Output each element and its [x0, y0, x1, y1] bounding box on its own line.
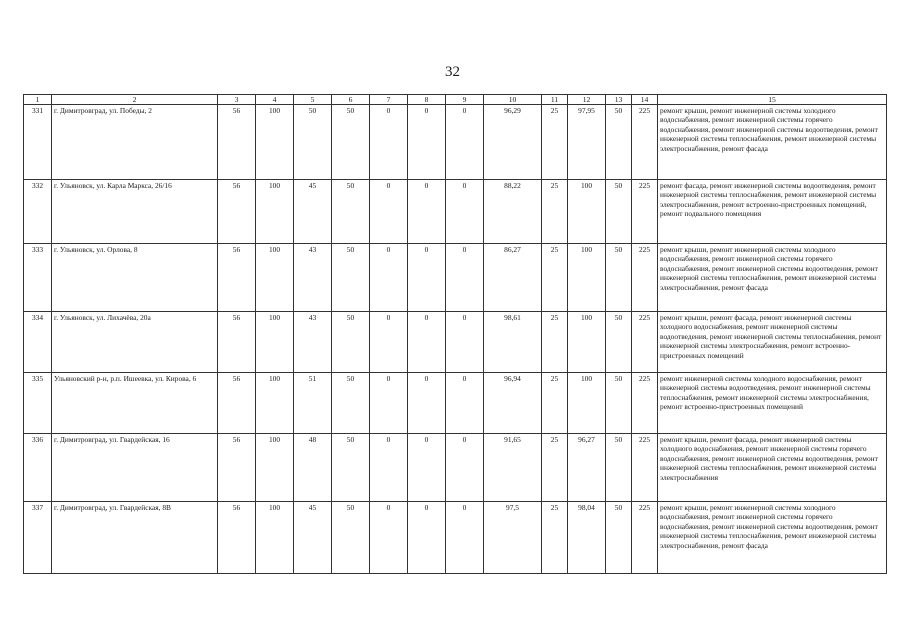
value-cell: 0 [370, 105, 408, 180]
value-cell: 50 [294, 105, 332, 180]
column-header: 5 [294, 95, 332, 105]
column-header: 2 [52, 95, 218, 105]
table-row [24, 105, 887, 180]
value-cell: 0 [370, 244, 408, 312]
column-header: 3 [218, 95, 256, 105]
address-cell: г. Ульяновск, ул. Карла Маркса, 26/16 [52, 180, 218, 244]
value-cell: 56 [218, 502, 256, 574]
column-header: 9 [446, 95, 484, 105]
value-cell: 100 [256, 502, 294, 574]
value-cell: 50 [606, 434, 632, 502]
table-row [24, 434, 887, 502]
value-cell: 50 [606, 180, 632, 244]
registry-table [23, 94, 887, 574]
value-cell: 51 [294, 373, 332, 434]
value-cell: 50 [332, 502, 370, 574]
value-cell: 100 [256, 312, 294, 373]
column-header: 8 [408, 95, 446, 105]
value-cell: 56 [218, 373, 256, 434]
works-cell: ремонт крыши, ремонт инженерной системы холодного водоснабжения, ремонт инженерной системы горячего водоснабжения, ремонт инженерной системы водоотведения, ремонт инженерной системы теплоснабжения, ремонт инженерной системы электроснабжения, ремонт фасада [658, 502, 887, 574]
table-row [24, 502, 887, 574]
address-cell: Ульяновский р-н, р.п. Ишеевка, ул. Кирова, 6 [52, 373, 218, 434]
value-cell: 0 [408, 244, 446, 312]
value-cell: 100 [256, 180, 294, 244]
column-header: 12 [568, 95, 606, 105]
column-header: 13 [606, 95, 632, 105]
column-header: 15 [658, 95, 887, 105]
row-number: 336 [24, 434, 52, 502]
value-cell: 0 [408, 105, 446, 180]
value-cell: 100 [568, 373, 606, 434]
value-cell: 225 [632, 312, 658, 373]
value-cell: 50 [606, 373, 632, 434]
value-cell: 97,5 [484, 502, 542, 574]
value-cell: 25 [542, 105, 568, 180]
value-cell: 50 [606, 105, 632, 180]
value-cell: 50 [606, 244, 632, 312]
value-cell: 100 [568, 180, 606, 244]
value-cell: 0 [408, 434, 446, 502]
value-cell: 25 [542, 373, 568, 434]
table-row [24, 312, 887, 373]
value-cell: 43 [294, 244, 332, 312]
value-cell: 25 [542, 502, 568, 574]
value-cell: 225 [632, 244, 658, 312]
value-cell: 56 [218, 105, 256, 180]
address-cell: г. Димитровград, ул. Гвардейская, 8В [52, 502, 218, 574]
value-cell: 100 [568, 312, 606, 373]
value-cell: 96,94 [484, 373, 542, 434]
row-number: 337 [24, 502, 52, 574]
value-cell: 0 [446, 244, 484, 312]
value-cell: 50 [606, 312, 632, 373]
value-cell: 0 [446, 312, 484, 373]
works-cell: ремонт фасада, ремонт инженерной системы водоотведения, ремонт инженерной системы теплоснабжения, ремонт инженерной системы электроснабжения, ремонт встроенно-пристроенных помещений, ремонт подвального помещения [658, 180, 887, 244]
value-cell: 25 [542, 244, 568, 312]
table-row [24, 244, 887, 312]
value-cell: 45 [294, 180, 332, 244]
value-cell: 86,27 [484, 244, 542, 312]
value-cell: 50 [332, 434, 370, 502]
value-cell: 100 [568, 244, 606, 312]
value-cell: 50 [332, 373, 370, 434]
address-cell: г. Ульяновск, ул. Лихачёва, 20а [52, 312, 218, 373]
value-cell: 0 [370, 434, 408, 502]
table-row [24, 180, 887, 244]
value-cell: 50 [332, 312, 370, 373]
column-header: 11 [542, 95, 568, 105]
value-cell: 225 [632, 180, 658, 244]
value-cell: 100 [256, 434, 294, 502]
value-cell: 50 [332, 105, 370, 180]
value-cell: 225 [632, 373, 658, 434]
value-cell: 50 [606, 502, 632, 574]
value-cell: 0 [446, 434, 484, 502]
value-cell: 48 [294, 434, 332, 502]
value-cell: 100 [256, 244, 294, 312]
value-cell: 56 [218, 244, 256, 312]
value-cell: 88,22 [484, 180, 542, 244]
value-cell: 0 [370, 502, 408, 574]
value-cell: 97,95 [568, 105, 606, 180]
value-cell: 0 [408, 502, 446, 574]
column-header: 1 [24, 95, 52, 105]
value-cell: 225 [632, 434, 658, 502]
column-header: 7 [370, 95, 408, 105]
works-cell: ремонт инженерной системы холодного водоснабжения, ремонт инженерной системы водоотведения, ремонт инженерной системы теплоснабжения, ремонт инженерной системы электроснабжения, ремонт встроенно-пристроенных помещений [658, 373, 887, 434]
table-row [24, 373, 887, 434]
value-cell: 50 [332, 244, 370, 312]
column-header: 10 [484, 95, 542, 105]
value-cell: 0 [446, 180, 484, 244]
row-number: 332 [24, 180, 52, 244]
value-cell: 56 [218, 434, 256, 502]
value-cell: 0 [446, 105, 484, 180]
value-cell: 98,61 [484, 312, 542, 373]
address-cell: г. Димитровград, ул. Победы, 2 [52, 105, 218, 180]
column-header: 4 [256, 95, 294, 105]
address-cell: г. Димитровград, ул. Гвардейская, 16 [52, 434, 218, 502]
address-cell: г. Ульяновск, ул. Орлова, 8 [52, 244, 218, 312]
value-cell: 56 [218, 312, 256, 373]
value-cell: 100 [256, 105, 294, 180]
value-cell: 0 [408, 312, 446, 373]
value-cell: 225 [632, 105, 658, 180]
works-cell: ремонт крыши, ремонт фасада, ремонт инженерной системы холодного водоснабжения, ремонт инженерной системы горячего водоснабжения, ремонт инженерной системы водоотведения, ремонт инженерной системы теплоснабжения, ремонт инженерной системы электроснабжения [658, 434, 887, 502]
value-cell: 0 [370, 373, 408, 434]
header-row [24, 95, 887, 105]
row-number: 335 [24, 373, 52, 434]
works-cell: ремонт крыши, ремонт инженерной системы холодного водоснабжения, ремонт инженерной системы горячего водоснабжения, ремонт инженерной системы водоотведения, ремонт инженерной системы теплоснабжения, ремонт инженерной системы электроснабжения, ремонт фасада [658, 244, 887, 312]
works-cell: ремонт крыши, ремонт инженерной системы холодного водоснабжения, ремонт инженерной системы горячего водоснабжения, ремонт инженерной системы водоотведения, ремонт инженерной системы теплоснабжения, ремонт инженерной системы электроснабжения, ремонт фасада [658, 105, 887, 180]
value-cell: 45 [294, 502, 332, 574]
value-cell: 100 [256, 373, 294, 434]
page-number: 32 [445, 64, 460, 80]
row-number: 333 [24, 244, 52, 312]
value-cell: 96,27 [568, 434, 606, 502]
value-cell: 43 [294, 312, 332, 373]
value-cell: 0 [446, 373, 484, 434]
value-cell: 96,29 [484, 105, 542, 180]
value-cell: 0 [370, 180, 408, 244]
column-header: 6 [332, 95, 370, 105]
column-header: 14 [632, 95, 658, 105]
value-cell: 56 [218, 180, 256, 244]
works-cell: ремонт крыши, ремонт фасада, ремонт инженерной системы холодного водоснабжения, ремонт инженерной системы водоотведения, ремонт инженерной системы теплоснабжения, ремонт инженерной системы электроснабжения, ремонт встроенно-пристроенных помещений [658, 312, 887, 373]
value-cell: 98,04 [568, 502, 606, 574]
value-cell: 25 [542, 180, 568, 244]
value-cell: 50 [332, 180, 370, 244]
value-cell: 0 [408, 180, 446, 244]
row-number: 334 [24, 312, 52, 373]
value-cell: 0 [370, 312, 408, 373]
row-number: 331 [24, 105, 52, 180]
value-cell: 25 [542, 434, 568, 502]
value-cell: 25 [542, 312, 568, 373]
value-cell: 225 [632, 502, 658, 574]
value-cell: 91,65 [484, 434, 542, 502]
value-cell: 0 [446, 502, 484, 574]
value-cell: 0 [408, 373, 446, 434]
